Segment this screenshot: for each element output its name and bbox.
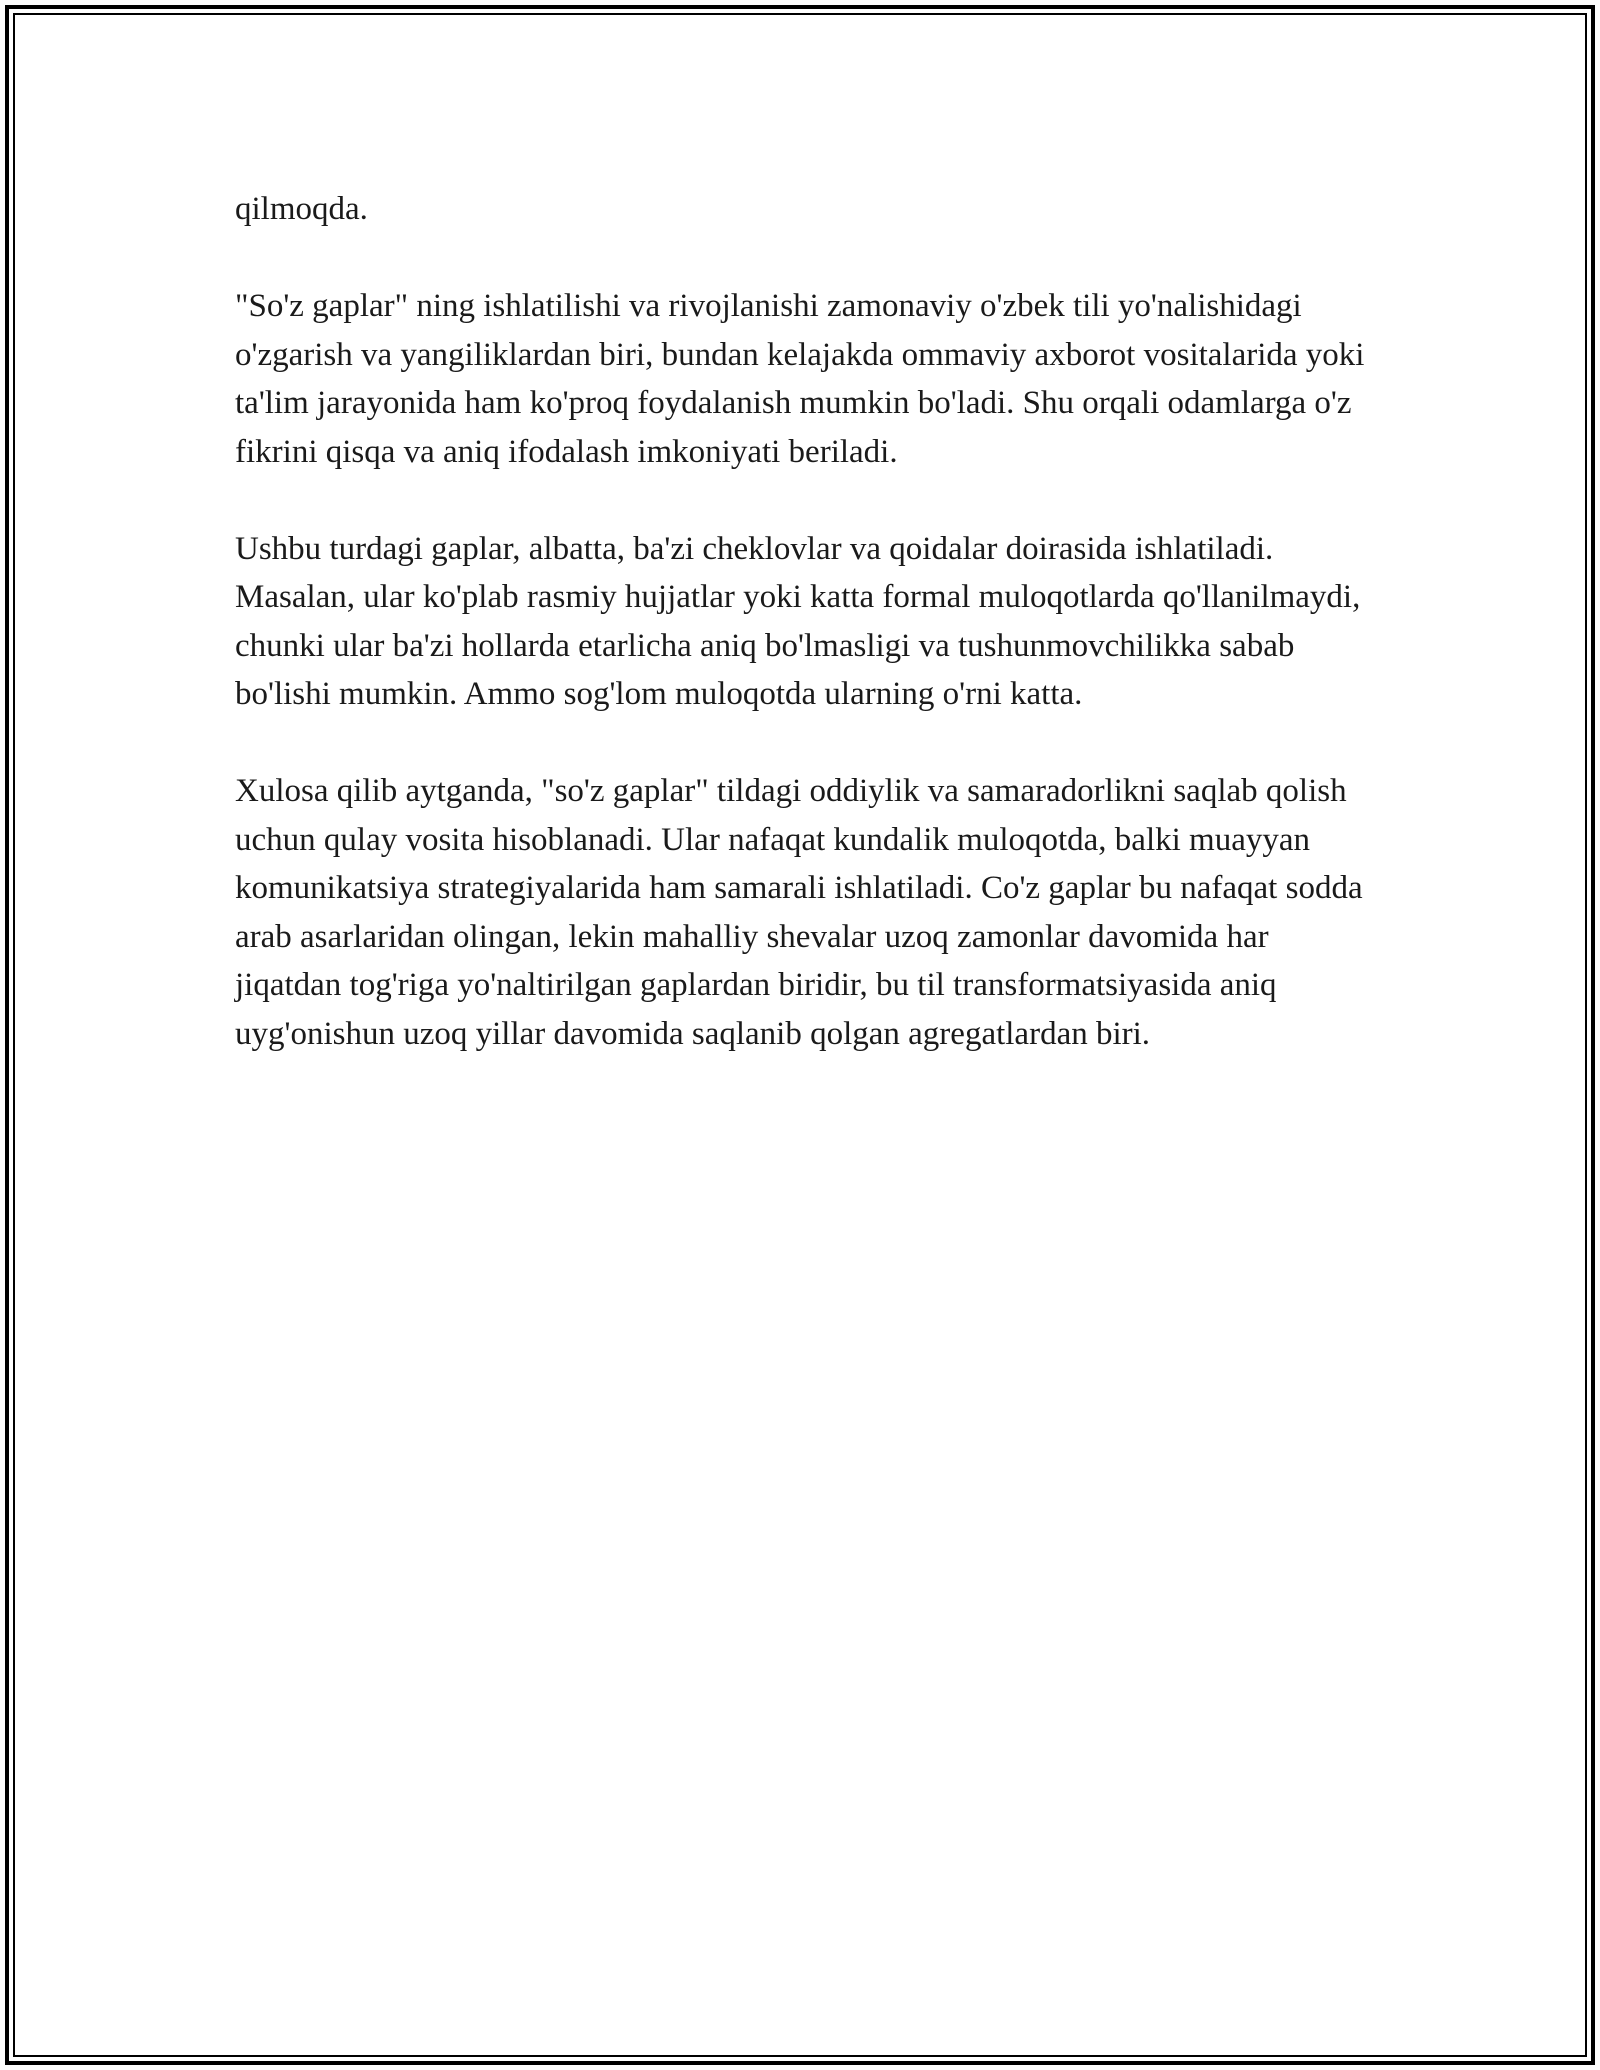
document-body: [235, 185, 1365, 1107]
paragraph-conclusion: Xulosa qilib aytganda, "so'z gaplar" tildagi oddiylik va samaradorlikni saqlab qolish uchun qulay vosita hisoblanadi. Ular nafaqat kundalik muloqotda, balki muayyan komunikatsiya strategiyalarida ham samarali ishlatiladi. Co'z gaplar bu nafaqat sodda arab asarlaridan olingan, lekin mahalliy shevalar uzoq zamonlar davomida har jiqatdan tog'riga yo'naltirilgan gaplardan biridir, bu til transformatsiyasida aniq uyg'onishun uzoq yillar davomida saqlanib qolgan agregatlardan biri.: [235, 773, 1363, 1052]
paragraph-continuation: qilmoqda.: [235, 191, 368, 227]
paragraph-soz-gaplar-usage: "So'z gaplar" ning ishlatilishi va rivojlanishi zamonaviy o'zbek tili yo'nalishidagi o'zgarish va yangiliklardan biri, bundan kelajakda ommaviy axborot vositalarida yoki ta'lim jarayonida ham ko'proq foydalanish mumkin bo'ladi. Shu orqali odamlarga o'z fikrini qisqa va aniq ifodalash imkoniyati beriladi.: [235, 288, 1365, 470]
paragraph-limitations: Ushbu turdagi gaplar, albatta, ba'zi cheklovlar va qoidalar doirasida ishlatiladi. Masalan, ular ko'plab rasmiy hujjatlar yoki katta formal muloqotlarda qo'llanilmaydi, chunki ular ba'zi hollarda etarlicha aniq bo'lmasligi va tushunmovchilikka sabab bo'lishi mumkin. Ammo sog'lom muloqotda ularning o'rni katta.: [235, 530, 1361, 712]
